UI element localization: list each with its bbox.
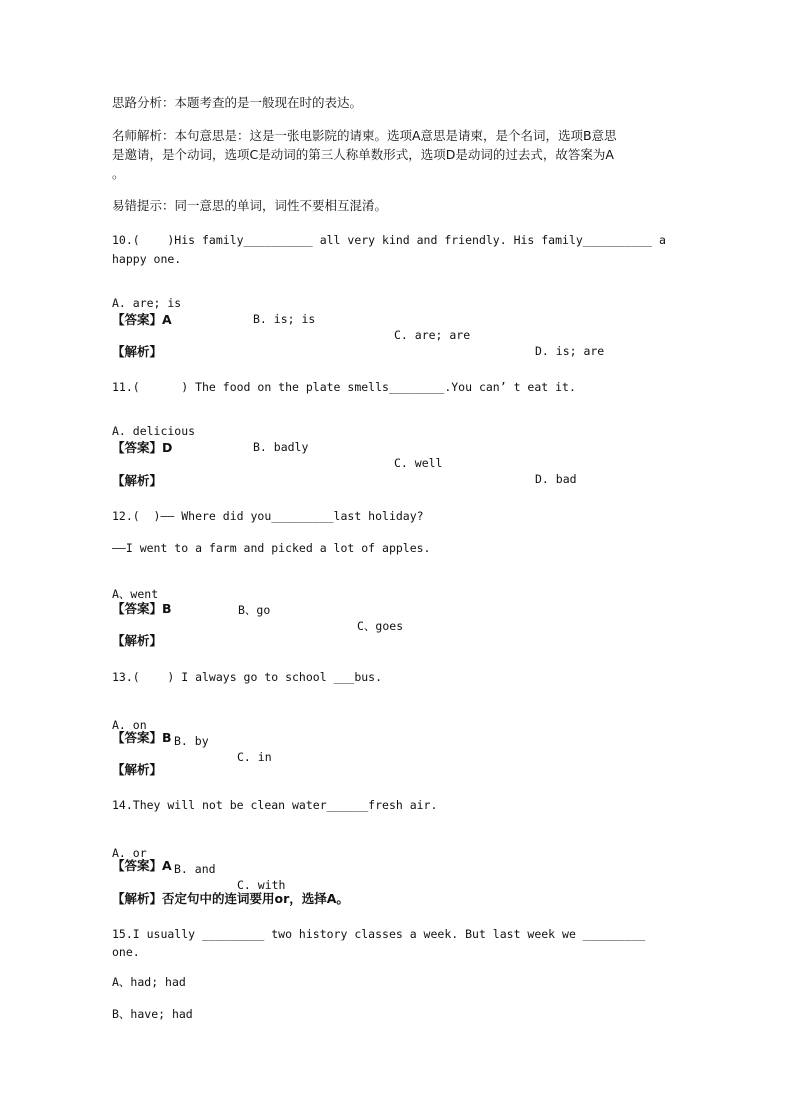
q13-option-c: C. in — [237, 750, 272, 764]
q10-stem-line-2: happy one. — [112, 252, 182, 266]
q14-option-b: B. and — [174, 862, 216, 876]
q14-stem: 14.They will not be clean water______fresh air. — [112, 798, 438, 812]
q11-answer: 【答案】D — [112, 440, 173, 455]
q14-analysis: 【解析】否定句中的连词要用or，选择A。 — [112, 891, 349, 906]
q12-option-b: B、go — [238, 603, 271, 617]
q11-analysis: 【解析】 — [112, 473, 163, 488]
tip-line: 易错提示：同一意思的单词，词性不要相互混淆。 — [112, 198, 388, 213]
q10-option-a: A. are; is — [112, 296, 182, 310]
explanation-line-1: 名师解析：本句意思是：这是一张电影院的请柬。选项A意思是请柬，是个名词，选项B意思 — [112, 128, 617, 143]
q15-option-a: A、had; had — [112, 975, 186, 989]
q12-option-c: C、goes — [357, 619, 404, 633]
q13-option-b: B. by — [174, 734, 209, 748]
q12-option-a: A、went — [112, 587, 159, 601]
q13-option-a: A. on — [112, 718, 147, 732]
q14-answer: 【答案】A — [112, 858, 172, 873]
q13-analysis: 【解析】 — [112, 762, 163, 777]
q10-stem-line-1: 10.( )His family__________ all very kind and friendly. His family__________ a — [112, 233, 666, 247]
q14-option-c: C. with — [237, 878, 286, 892]
explanation-line-3: 。 — [112, 166, 125, 181]
explanation-line-2: 是邀请，是个动词，选项C是动词的第三人称单数形式，选项D是动词的过去式，故答案为A — [112, 147, 614, 162]
q15-stem-line-2: one. — [112, 945, 140, 959]
q11-option-a: A. delicious — [112, 424, 196, 438]
q10-answer: 【答案】A — [112, 312, 172, 327]
q11-option-c: C. well — [394, 456, 443, 470]
q10-option-d: D. is; are — [535, 344, 605, 358]
q13-answer: 【答案】B — [112, 730, 172, 745]
q15-option-b: B、have; had — [112, 1007, 193, 1021]
q12-analysis: 【解析】 — [112, 633, 163, 648]
q12-answer: 【答案】B — [112, 601, 172, 616]
q12-stem-line-2: ——I went to a farm and picked a lot of apples. — [112, 541, 431, 555]
q12-stem-line-1: 12.( )—— Where did you_________last holiday? — [112, 509, 424, 523]
q10-option-b: B. is; is — [253, 312, 316, 326]
q13-stem: 13.( ) I always go to school ___bus. — [112, 670, 383, 684]
q15-stem-line-1: 15.I usually _________ two history classes a week. But last week we _________ — [112, 927, 646, 941]
q11-option-b: B. badly — [253, 440, 309, 454]
q10-option-c: C. are; are — [394, 328, 471, 342]
q11-option-d: D. bad — [535, 472, 577, 486]
q14-option-a: A. or — [112, 846, 147, 860]
analysis-line: 思路分析：本题考查的是一般现在时的表达。 — [112, 95, 363, 110]
q10-analysis: 【解析】 — [112, 344, 163, 359]
q11-stem: 11.( ) The food on the plate smells________.You can’ t eat it. — [112, 380, 576, 394]
